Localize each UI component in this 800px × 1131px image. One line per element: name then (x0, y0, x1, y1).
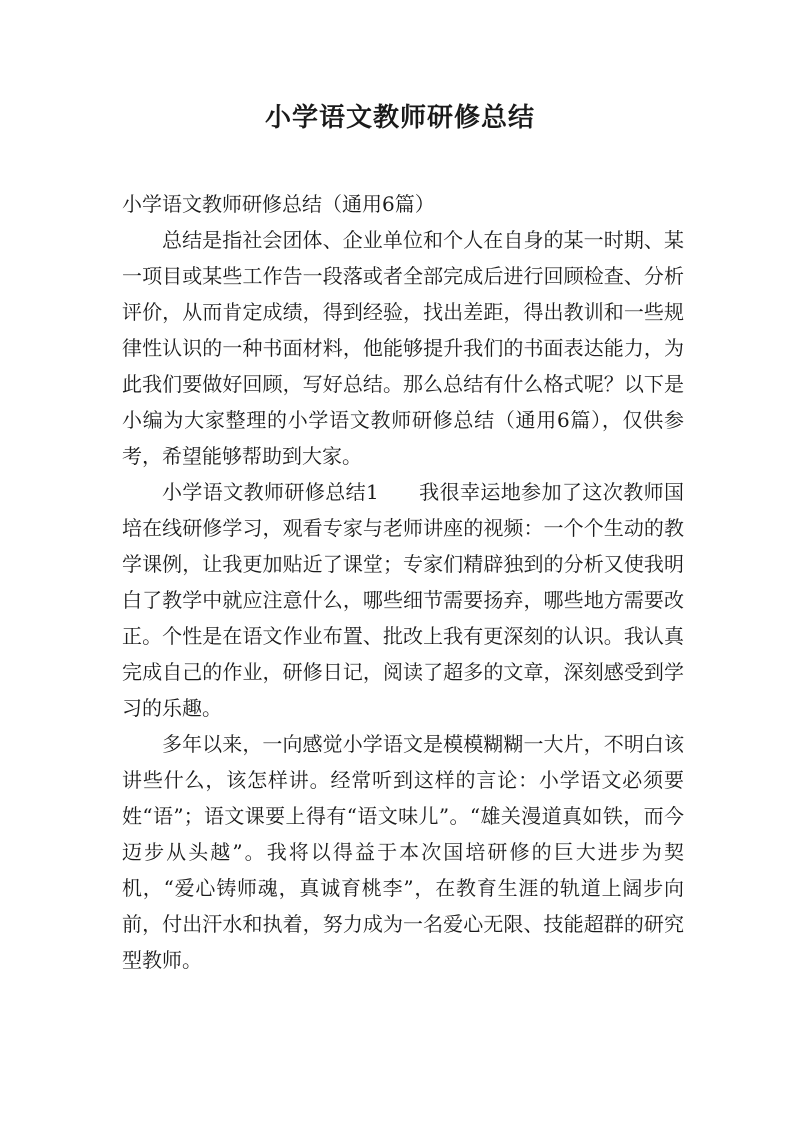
intro-paragraph: 总结是指社会团体、企业单位和个人在自身的某一时期、某一项目或某些工作告一段落或者全部完成后进行回顾检查、分析评价，从而肯定成绩，得到经验，找出差距，得出教训和一些规律性认识的一种书面材料，他能够提升我们的书面表达能力，为此我们要做好回顾，写好总结。那么总结有什么格式呢？以下是小编为大家整理的小学语文教师研修总结（通用6篇），仅供参考，希望能够帮助到大家。 (122, 228, 684, 468)
document-title: 小学语文教师研修总结 (264, 103, 535, 133)
section-1-heading: 小学语文教师研修总结1 (162, 480, 379, 504)
section-1-text: 我很幸运地参加了这次教师国培在线研修学习，观看专家与老师讲座的视频：一个个生动的教学课例，让我更加贴近了课堂；专家们精辟独到的分析又使我明白了教学中就应注意什么，哪些细节需要扬弃，哪些地方需要改正。个性是在语文作业布置、批改上我有更深刻的认识。我认真完成自己的作业，研修日记，阅读了超多的文章，深刻感受到学习的乐趣。 (122, 480, 685, 720)
paragraph-3: 多年以来，一向感觉小学语文是模模糊糊一大片，不明白该讲些什么，该怎样讲。经常听到这样的言论：小学语文必须要姓“语”；语文课要上得有“语文味儿”。“雄关漫道真如铁，而今迈步从头越”。我将以得益于本次国培研修的巨大进步为契机，“爱心铸师魂，真诚育桃李”，在教育生涯的轨道上阔步向前，付出汗水和执着，努力成为一名爱心无限、技能超群的研究型教师。 (122, 732, 684, 972)
document-subtitle: 小学语文教师研修总结（通用6篇） (122, 192, 435, 216)
section-1-paragraph (122, 474, 684, 726)
document-body (122, 186, 684, 978)
